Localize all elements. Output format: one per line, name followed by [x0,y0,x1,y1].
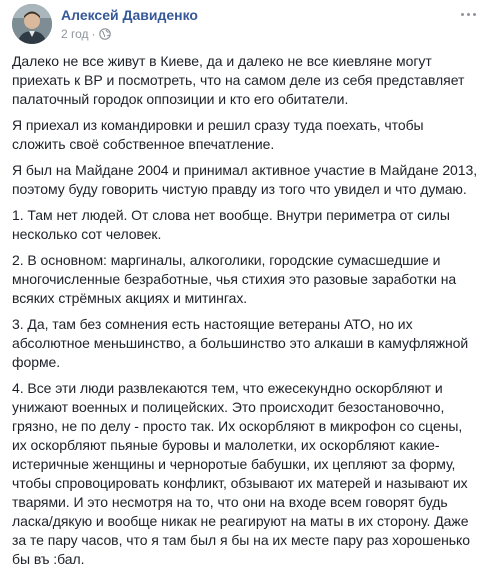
post-paragraph: 4. Все эти люди развлекаются тем, что ежесекундно оскорбляют и унижают военных и полицейских. Это происходит безостановочно, грязно, не по делу - просто так. Их оскорбляют в микрофон со сцены, их оскорбляют пьяные буровы и малолетки, их оскорбляют какие-истеричные женщины и черноротые бабушки, их цепляют за форму, чтобы спровоцировать конфликт, обзывают их матерей и называют их тварями. И это несмотря на то, что они на входе всем говорят будь ласка/дякую и вообще никак не реагируют на маты в их сторону. Даже за те пару часов, что я там был я бы на их месте пару раз хорошенько бы въ :бал. [12,380,470,567]
post-body [12,52,480,576]
post-timestamp[interactable]: 2 год [61,27,89,41]
meta-separator: · [91,27,96,41]
post-paragraph: 1. Там нет людей. От слова нет вообще. Внутри периметра от силы несколько сот человек. [12,207,450,242]
post-paragraph: Я приехал из командировки и решил сразу туда поехать, чтобы сложить своё собственное впечатление. [12,117,424,152]
post-paragraph: Далеко не все живут в Киеве, да и далеко не все киевляне могут приехать к ВР и посмотреть, что на самом деле из себя представляет палаточный городок оппозиции и кто его обитатели. [12,53,465,107]
post-meta [61,27,111,41]
globe-icon[interactable] [99,28,111,40]
more-options-icon[interactable] [458,6,478,22]
author-avatar[interactable] [12,4,52,44]
post-paragraph: Я был на Майдане 2004 и принимал активное участие в Майдане 2013, поэтому буду говорить чистую правду из того что увидел и что думаю. [12,162,478,197]
author-name[interactable]: Алексей Давиденко [61,7,198,23]
post-paragraph: 2. В основном: маргиналы, алкоголики, городские сумасшедшие и многочисленные безработные, чья стихия это разовые заработки на всяких стрёмных акциях и митингах. [12,252,457,306]
post-header [12,4,478,44]
post-paragraph: 3. Да, там без сомнения есть настоящие ветераны АТО, но их абсолютное меньшинство, а большинство это алкаши в камуфляжной форме. [12,316,469,370]
